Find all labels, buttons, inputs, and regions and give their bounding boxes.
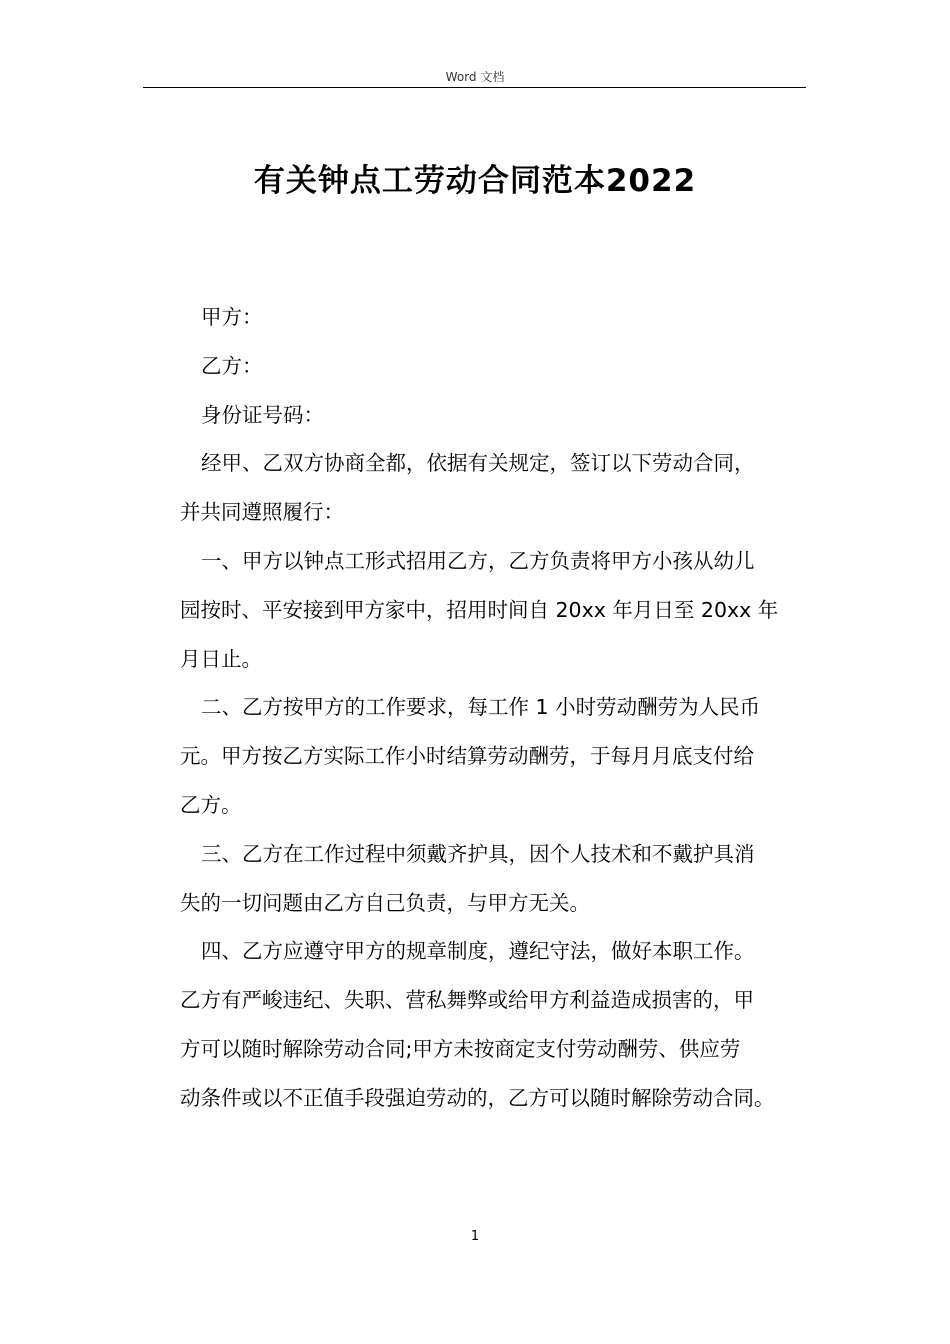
clause-1-line: 一、甲方以钟点工形式招用乙方，乙方负责将甲方小孩从幼儿 [201,548,755,573]
clause-2-line: 二、乙方按甲方的工作要求，每工作 1 小时劳动酬劳为人民币 [201,695,761,720]
clause-4-line: 方可以随时解除劳动合同;甲方未按商定支付劳动酬劳、供应劳 [180,1036,741,1061]
clause-1-line: 月日止。 [180,646,262,671]
body-line: 经甲、乙双方协商全都，依据有关规定，签订以下劳动合同， [201,451,755,476]
document-title: 有关钟点工劳动合同范本2022 [253,163,697,199]
clause-4-line: 乙方有严峻违纪、失职、营私舞弊或给甲方利益造成损害的，甲 [180,988,754,1013]
page-header-text: Word 文档 [445,70,505,84]
body-line: 并共同遵照履行： [180,500,344,525]
clause-4-line: 四、乙方应遵守甲方的规章制度，遵纪守法，做好本职工作。 [201,939,755,964]
party-a-line: 甲方： [201,305,263,329]
clause-1-line: 园按时、平安接到甲方家中，招用时间自 20xx 年月日至 20xx 年 [180,597,779,622]
clause-3-line: 失的一切问题由乙方自己负责，与甲方无关。 [180,890,590,915]
party-b-line: 乙方： [201,353,263,378]
clause-4-line: 动条件或以不正值手段强迫劳动的，乙方可以随时解除劳动合同。 [180,1085,775,1110]
clause-2-line: 元。甲方按乙方实际工作小时结算劳动酬劳，于每月月底支付给 [180,744,754,769]
page-number: 1 [470,1229,480,1244]
header-divider [143,87,806,88]
clause-3-line: 三、乙方在工作过程中须戴齐护具，因个人技术和不戴护具消 [201,841,755,866]
document-body [180,293,820,1123]
id-number-line: 身份证号码： [201,402,324,427]
clause-2-line: 乙方。 [180,792,242,817]
